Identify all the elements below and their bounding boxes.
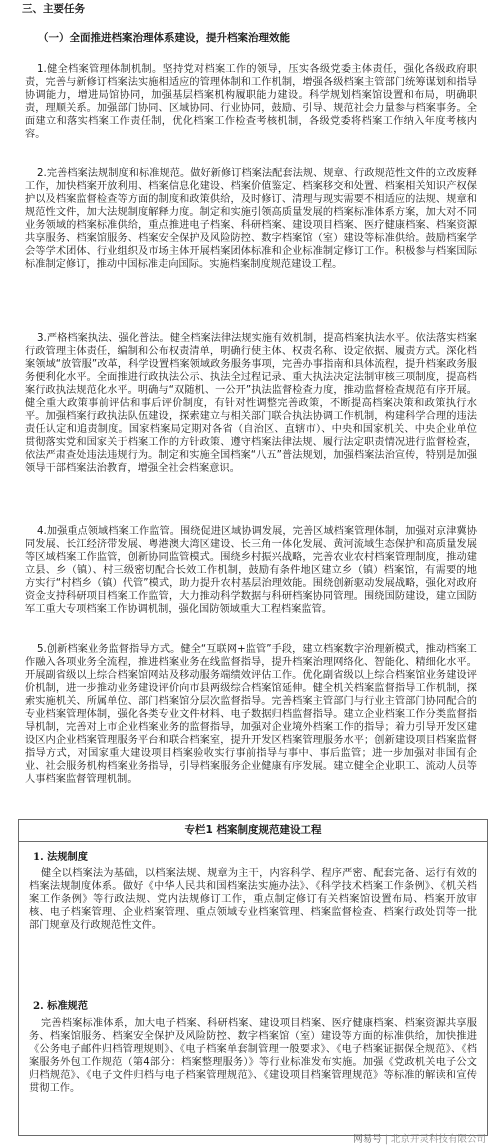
box-section-1-heading: 1. 法规制度 — [33, 851, 88, 863]
feature-box — [18, 819, 488, 1136]
subsection-title: （一）全面推进档案治理体系建设，提升档案治理效能 — [38, 32, 290, 44]
section-title: 三、主要任务 — [22, 3, 85, 15]
paragraph-4: 4.加强重点领域档案工作监管。围绕促进区域协调发展，完善区域档案管理体制，加强对京津冀协同发展、长江经济带发展、粤港澳大湾区建设、长三角一体化发展、黄河流域生态保护和高质量发展等区域档案工作监管，创新协同监管模式。围绕乡村振兴战略，完善农业农村档案管理制度，推动建立县、乡（镇）、村三级密切配合长效工作机制，鼓励有条件地区建立乡（镇）档案馆，有需要的地方实行“村档乡（镇）代管”模式，助力提升农村基层治理效能。围绕创新驱动发展战略，强化对政府资金支持科研项目档案工作监管，大力推动科学数据与科研档案协同管理。围绕国防建设，建立国防军工重大专项档案工作协调机制，强化国防领域重大工程档案监管。 — [25, 526, 477, 615]
box-section-1-text: 健全以档案法为基础，以档案法规、规章为主干，内容科学、程序严密、配套完备、运行有效的档案法规制度体系。做好《中华人民共和国档案法实施办法》、《科学技术档案工作条例》、《机关档案工作条例》等行政法规、党内法规修订工作，重点制定修订有关档案馆设置布局、档案开放审核、电子档案管理、企业档案管理、重点领域专业档案管理、档案监督检查、档案行政处罚等一批部门规章及行政规范性文件。 — [29, 868, 477, 931]
box-section-2-text: 完善档案标准体系，加大电子档案、科研档案、建设项目档案、医疗健康档案、档案资源共享服务、档案馆服务、档案安全保护及风险防控、数字档案馆（室）建设等方面的标准供给，加快推进《公务电子邮件归档管理规则》、《电子档案单套制管理一般要求》、《电子档案证据保全规范》、《档案服务外包工作规范（第4部分：档案整理服务）》等行业标准发布实施。加强《党政机关电子公文归档规范》、《电子文件归档与电子档案管理规范》、《建设项目档案管理规范》等标准的解读和宣传贯彻工作。 — [29, 1018, 477, 1094]
watermark-platform: 网易号 — [353, 1134, 382, 1145]
paragraph-2: 2.完善档案法规制度和标准规范。做好新修订档案法配套法规、规章、行政规范性文件的立改废释工作，加快档案开放利用、档案信息化建设、档案价值鉴定、档案移交和处置、档案相关知识产权保护以及档案监督检查等方面的制度和政策供给，及时修订、清理与现实需要不相适应的法规、规章和规范性文件，加大法规制度解释力度。制定和实施引领高质量发展的档案标准体系方案，加大对不同业务领域的档案标准供给，重点推进电子档案、科研档案、建设项目档案、医疗健康档案、档案资源共享服务、档案馆服务、档案安全保护及风险防控、数字档案馆（室）建设等标准供给。鼓励档案学会等学术团体、行业组织及市场主体开展档案团体标准和企业标准制定修订工作。积极参与档案国际标准制定修订，推动中国标准走向国际。实施档案制度规范建设工程。 — [25, 168, 477, 270]
paragraph-1: 1.健全档案管理体制机制。坚持党对档案工作的领导，压实各级党委主体责任，强化各级政府职责，完善与新修订档案法实施相适应的管理体制和工作机制，增强各级档案主管部门统筹谋划和指导协调能力，增进局馆协同，加强基层档案机构履职能力建设。科学规划档案馆设置和布局，明确职责，理顺关系。加强部门协同、区域协同、行业协同，鼓励、引导、规范社会力量参与档案事务。全面建立和落实档案工作责任制，优化档案工作检查考核机制，各级党委将档案工作纳入年度考核内容。 — [25, 64, 477, 140]
paragraph-3: 3.严格档案执法、强化普法。健全档案法律法规实施有效机制，提高档案执法水平。依法落实档案行政管理主体责任，编制和公布权责清单，明确行使主体、权责名称、设定依据、履责方式。深化档案领域“放管服”改革，科学设置档案领域政务服务事项，完善办事指南和具体流程，提升档案政务服务便利化水平。全面推进行政执法公示、执法全过程记录、重大执法决定法制审核三项制度，提高档案行政执法规范化水平。明确与“双随机、一公开”执法监督检查力度，推动监督检查规范有序开展。健全重大政策事前评估和事后评价制度，有针对性调整完善政策，不断提高档案决策和政策执行水平。加强档案行政执法队伍建设，探索建立与相关部门联合执法协调工作机制，构建科学合理的违法责任认定和追责制度。国家档案局定期对各省（自治区、直辖市）、中央和国家机关、中央企业单位贯彻落实党和国家关于档案工作的方针政策、遵守档案法律法规、履行法定职责情况进行监督检查，依法严肃查处违法违规行为。制定和实施全国档案“八五”普法规划，加强档案法治宣传，特别是加强领导干部档案法治教育，增强全社会档案意识。 — [25, 333, 477, 474]
paragraph-5: 5.创新档案业务监督指导方式。健全“互联网+监管”手段，建立档案数字治理新模式，推动档案工作融入各项业务全流程，推进档案业务在线监督指导，提升档案治理网络化、智能化、精细化水平。开展副省级以上综合档案馆网站及移动服务端绩效评估工作。优化副省级以上综合档案馆业务建设评价机制，进一步推动业务建设评价向市县两级综合档案馆延伸。健全机关档案监督指导工作机制，探索实施机关、所属单位、部门档案馆分层次监督指导。完善档案主管部门与行业主管部门协同配合的专业档案管理体制，强化各类专业文件材料、电子数据归档监督指导。建立企业档案工作分类监督指导机制，完善对上市企业档案业务的监督指导，加强对企业境外档案工作的指导；着力引导开发区建设区内企业档案管理服务平台和联合档案室，提升开发区档案管理服务水平；创新建设项目档案监督指导方式，对国家重大建设项目档案验收实行事前指导与事中、事后监管；进一步加强对非国有企业、社会服务机构档案业务指导，引导档案服务企业健康有序发展。建立健全企业职工、流动人员等人事档案监督管理机制。 — [25, 644, 477, 785]
box-section-2-heading: 2. 标准规范 — [33, 1000, 88, 1012]
box-title: 专栏1 档案制度规范建设工程 — [19, 820, 487, 842]
watermark — [353, 1131, 486, 1145]
watermark-source: 北京开灵科技有限公司 — [390, 1134, 486, 1145]
watermark-separator: | — [384, 1134, 391, 1145]
